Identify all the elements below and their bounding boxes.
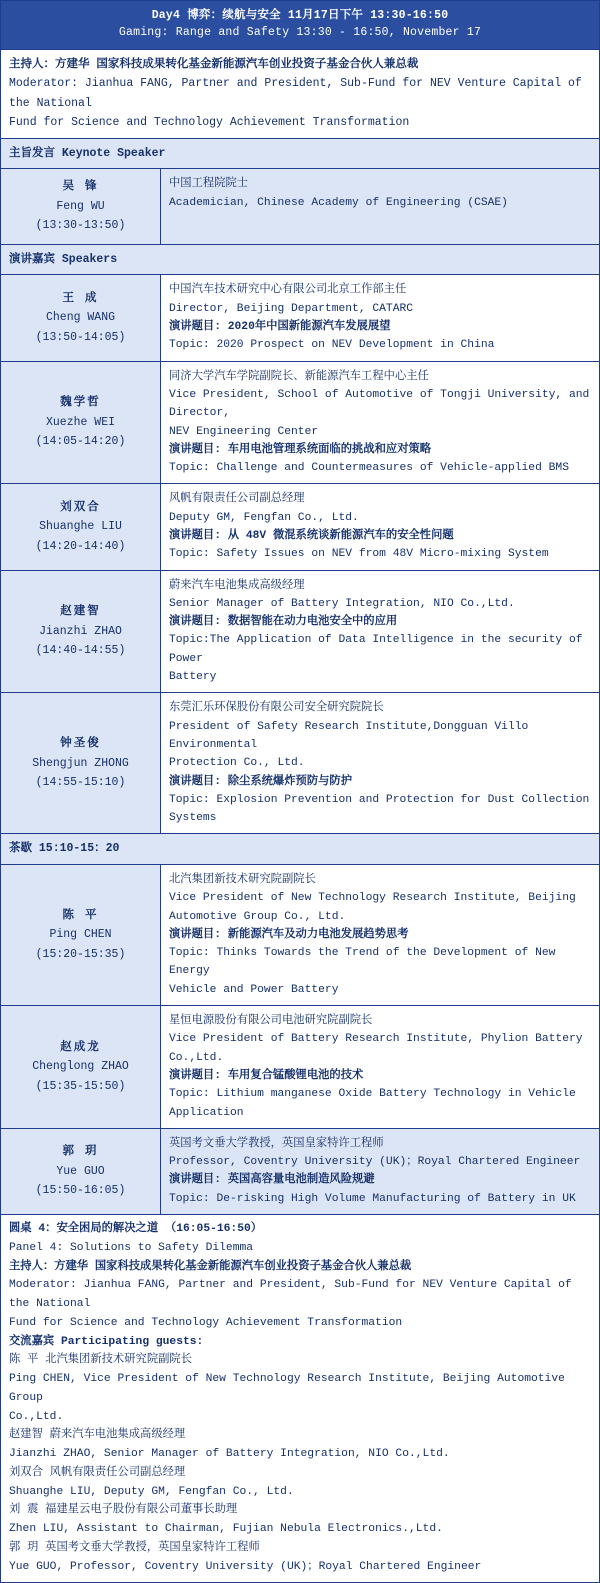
speaker-detail-cell — [161, 275, 599, 360]
speaker-info-cell — [1, 865, 161, 1005]
detail-line: Vice President, School of Automotive of Tongji University, and Director, — [169, 388, 590, 420]
detail-line: 中国汽车技术研究中心有限公司北京工作部主任 — [169, 284, 407, 297]
speaker-name-cn: 郭 玥 — [62, 1145, 99, 1159]
detail-line: Co.,Ltd. — [169, 1051, 224, 1064]
guest-line: Shuanghe LIU, Deputy GM, Fengfan Co., Ltd. — [9, 1485, 294, 1498]
detail-line-topic-en-cont: Application — [169, 1106, 244, 1119]
detail-line-topic-en: Topic: Explosion Prevention and Protection for Dust Collection — [169, 793, 590, 806]
moderator-block — [1, 49, 599, 138]
speaker-detail-cell — [161, 571, 599, 693]
table-row — [1, 864, 599, 1005]
guest-line: Yue GUO, Professor, Coventry University (UK)；Royal Chartered Engineer — [9, 1560, 482, 1573]
section-keynote-label: 主旨发言 Keynote Speaker — [9, 146, 166, 160]
table-row — [1, 274, 599, 360]
guest-line: 郭 玥 英国考文垂大学教授，英国皇家特许工程师 — [9, 1541, 260, 1554]
speaker-info-cell — [1, 1129, 161, 1214]
guest-line: 刘双合 风帆有限责任公司副总经理 — [9, 1466, 186, 1479]
detail-line-topic-en-cont: Vehicle and Power Battery — [169, 983, 339, 996]
detail-line: Automotive Group Co., Ltd. — [169, 910, 346, 923]
speaker-name-en: Yue GUO — [56, 1164, 105, 1178]
speaker-info-cell — [1, 275, 161, 360]
speaker-name-cn: 赵建智 — [60, 605, 101, 619]
panel-guests-label: 交流嘉宾 Participating guests: — [9, 1335, 204, 1348]
detail-line-topic-en: Topic: Challenge and Countermeasures of Vehicle-applied BMS — [169, 462, 569, 475]
document-header — [1, 1, 599, 49]
detail-line-topic-cn: 演讲题目: 除尘系统爆炸预防与防护 — [169, 775, 353, 788]
speaker-time: (14:40-14:55) — [35, 644, 126, 658]
detail-line-topic-en: Topic: Thinks Towards the Trend of the Development of New Energy — [169, 947, 556, 978]
guest-line: Co.,Ltd. — [9, 1410, 64, 1423]
speaker-name-cn: 刘双合 — [60, 500, 101, 514]
detail-line-topic-cn: 演讲题目: 新能源汽车及动力电池发展趋势思考 — [169, 928, 409, 941]
detail-line-topic-cn: 演讲题目: 英国高容量电池制造风险规避 — [169, 1174, 375, 1187]
detail-line: 北汽集团新技术研究院副院长 — [169, 873, 316, 886]
guest-line: Jianzhi ZHAO, Senior Manager of Battery Integration, NIO Co.,Ltd. — [9, 1448, 450, 1461]
detail-line-topic-en: Topic: 2020 Prospect on NEV Development in China — [169, 339, 495, 352]
detail-line-topic-cn: 演讲题目: 车用复合锰酸锂电池的技术 — [169, 1069, 364, 1082]
detail-line: 中国工程院院士 — [169, 178, 249, 191]
speaker-info-cell — [1, 484, 161, 569]
speaker-name-en: Jianzhi ZHAO — [39, 624, 122, 638]
detail-line-topic-cn: 演讲题目: 从 48V 微混系统谈新能源汽车的安全性问题 — [169, 529, 454, 542]
table-row — [1, 168, 599, 244]
panel-title-en: Panel 4: Solutions to Safety Dilemma — [9, 1241, 254, 1254]
section-speakers-label: 演讲嘉宾 Speakers — [9, 252, 118, 266]
section-speakers — [1, 244, 599, 275]
speaker-name-cn: 魏学哲 — [60, 396, 101, 410]
speaker-name-cn: 吴 锋 — [62, 180, 99, 194]
detail-line: 星恒电源股份有限公司电池研究院副院长 — [169, 1015, 373, 1028]
speaker-name-cn: 赵成龙 — [60, 1040, 101, 1054]
moderator-cn: 主持人：方建华 国家科技成果转化基金新能源汽车创业投资子基金合伙人兼总裁 — [9, 57, 419, 71]
speaker-time: (14:55-15:10) — [35, 776, 126, 790]
speaker-info-cell — [1, 1006, 161, 1128]
panel-moderator-en-line2: Fund for Science and Technology Achievement Transformation — [9, 1316, 403, 1329]
speaker-info-cell — [1, 571, 161, 693]
speaker-name-en: Cheng WANG — [45, 311, 115, 325]
speaker-detail-cell — [161, 484, 599, 569]
speaker-name-cn: 钟圣俊 — [60, 737, 101, 751]
speaker-detail-cell — [161, 1006, 599, 1128]
panel-title-cn: 圆桌 4：安全困局的解决之道 （16:05-16:50） — [9, 1223, 263, 1236]
speaker-detail-cell — [161, 169, 599, 244]
detail-line: Deputy GM, Fengfan Co., Ltd. — [169, 511, 359, 524]
guest-line: 赵建智 蔚来汽车电池集成高级经理 — [9, 1429, 186, 1442]
detail-line-topic-en-cont: Systems — [169, 812, 217, 825]
speaker-time: (13:30-13:50) — [35, 219, 126, 233]
speaker-name-cn: 王 成 — [62, 291, 99, 305]
detail-line: 东莞汇乐环保股份有限公司安全研究院院长 — [169, 702, 384, 715]
detail-line: Vice President of Battery Research Institute, Phylion Battery — [169, 1033, 583, 1046]
guest-line: Ping CHEN, Vice President of New Technology Research Institute, Beijing Automotive Group — [9, 1373, 565, 1404]
guest-line: 陈 平 北汽集团新技术研究院副院长 — [9, 1354, 193, 1367]
tea-break-label: 茶歇 15:10-15：20 — [9, 842, 120, 856]
speaker-time: (14:05-14:20) — [35, 435, 126, 449]
speaker-time: (14:20-14:40) — [35, 539, 126, 553]
speaker-name-en: Shuanghe LIU — [39, 520, 122, 534]
tea-break-row — [1, 833, 599, 864]
speaker-detail-cell — [161, 865, 599, 1005]
detail-line: Professor, Coventry University (UK)；Royal Chartered Engineer — [169, 1156, 581, 1169]
header-line-cn: Day4 博弈：续航与安全 11月17日下午 13:30-16:50 — [151, 9, 449, 22]
speaker-info-cell — [1, 169, 161, 244]
table-row — [1, 692, 599, 833]
detail-line-topic-en-cont: Battery — [169, 671, 217, 684]
panel-moderator-en-line1: Moderator: Jianhua FANG, Partner and President, Sub-Fund for NEV Venture Capital of the National — [9, 1279, 572, 1311]
detail-line: 同济大学汽车学院副院长、新能源汽车工程中心主任 — [169, 370, 429, 383]
table-row — [1, 483, 599, 569]
speaker-info-cell — [1, 693, 161, 833]
speaker-name-en: Shengjun ZHONG — [32, 756, 129, 770]
detail-line-topic-cn: 演讲题目: 2020年中国新能源汽车发展展望 — [169, 321, 391, 334]
detail-line: Senior Manager of Battery Integration, NIO Co.,Ltd. — [169, 597, 515, 610]
moderator-en-line2: Fund for Science and Technology Achievement Transformation — [9, 116, 410, 130]
detail-line-topic-cn: 演讲题目: 车用电池管理系统面临的挑战和应对策略 — [169, 443, 432, 456]
speaker-detail-cell — [161, 362, 599, 484]
speaker-name-en: Chenglong ZHAO — [32, 1060, 129, 1074]
section-keynote — [1, 138, 599, 169]
table-row — [1, 1005, 599, 1128]
table-row — [1, 361, 599, 484]
detail-line-topic-en: Topic: Lithium manganese Oxide Battery Technology in Vehicle — [169, 1088, 576, 1101]
speaker-time: (15:50-16:05) — [35, 1184, 126, 1198]
speaker-detail-cell — [161, 1129, 599, 1214]
guest-line: 刘 震 福建星云电子股份有限公司董事长助理 — [9, 1504, 238, 1517]
panel-moderator-cn: 主持人：方建华 国家科技成果转化基金新能源汽车创业投资子基金合伙人兼总裁 — [9, 1260, 412, 1273]
detail-line: Vice President of New Technology Research Institute, Beijing — [169, 892, 576, 905]
detail-line: NEV Engineering Center — [169, 425, 319, 438]
detail-line: President of Safety Research Institute,Dongguan Villo Environmental — [169, 720, 529, 751]
guest-line: Zhen LIU, Assistant to Chairman, Fujian Nebula Electronics.,Ltd. — [9, 1523, 443, 1536]
speaker-name-cn: 陈 平 — [62, 908, 99, 922]
detail-line-topic-en: Topic: De-risking High Volume Manufacturing of Battery in UK — [169, 1192, 576, 1205]
moderator-en-line1: Moderator: Jianhua FANG, Partner and President, Sub-Fund for NEV Venture Capital of the National — [9, 77, 582, 110]
speaker-detail-cell — [161, 693, 599, 833]
detail-line: 风帆有限责任公司副总经理 — [169, 493, 305, 506]
speaker-time: (13:50-14:05) — [35, 330, 126, 344]
detail-line: Director, Beijing Department, CATARC — [169, 302, 414, 315]
table-row — [1, 1128, 599, 1214]
speaker-name-en: Ping CHEN — [49, 928, 112, 942]
detail-line-topic-en: Topic:The Application of Data Intelligence in the security of Power — [169, 634, 583, 665]
detail-line: 蔚来汽车电池集成高级经理 — [169, 579, 305, 592]
speaker-info-cell — [1, 362, 161, 484]
panel-block — [1, 1214, 599, 1582]
speaker-name-en: Xuezhe WEI — [45, 415, 115, 429]
speaker-name-en: Feng WU — [56, 199, 105, 213]
detail-line: Academician, Chinese Academy of Engineering (CSAE) — [169, 196, 508, 209]
detail-line-topic-cn: 演讲题目: 数据智能在动力电池安全中的应用 — [169, 616, 398, 629]
header-line-en: Gaming: Range and Safety 13:30 - 16:50, November 17 — [118, 26, 482, 40]
detail-line: 英国考文垂大学教授，英国皇家特许工程师 — [169, 1137, 384, 1150]
detail-line: Protection Co., Ltd. — [169, 757, 305, 770]
table-row — [1, 570, 599, 693]
speaker-time: (15:35-15:50) — [35, 1079, 126, 1093]
detail-line-topic-en: Topic: Safety Issues on NEV from 48V Micro-mixing System — [169, 548, 549, 561]
speaker-time: (15:20-15:35) — [35, 947, 126, 961]
